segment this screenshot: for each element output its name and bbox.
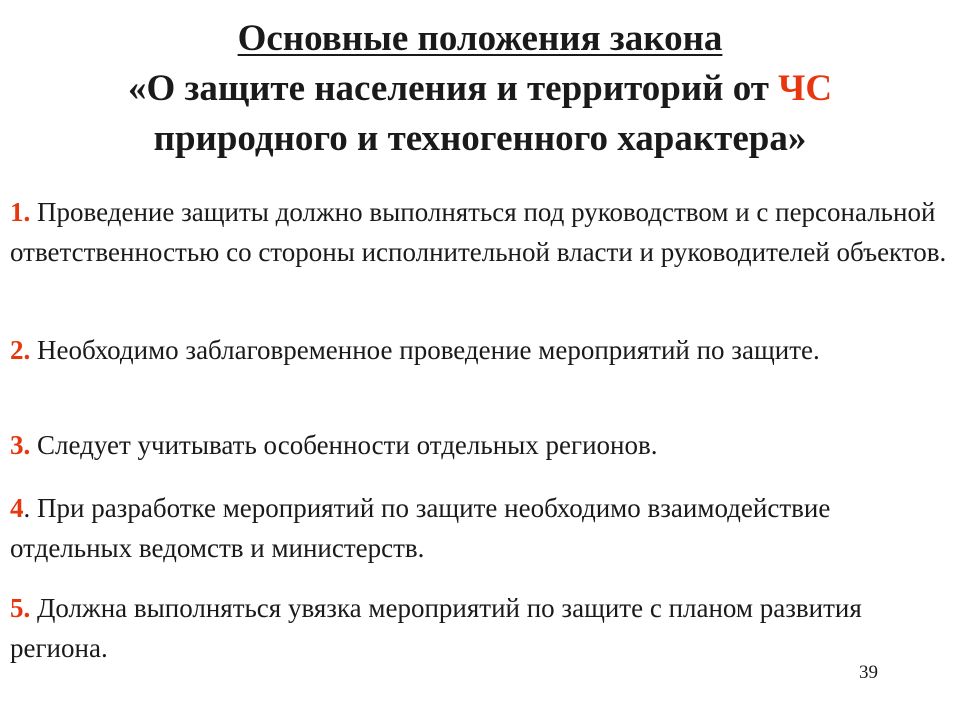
list-item — [10, 330, 950, 370]
item-text: Должна выполняться увязка мероприятий по защите с планом развития региона. — [10, 593, 862, 663]
list-item — [10, 588, 950, 668]
item-number-dot: . — [23, 430, 31, 460]
item-text: Следует учитывать особенности отдельных регионов. — [37, 430, 658, 460]
list-item — [10, 425, 950, 465]
item-number: 3 — [10, 430, 24, 460]
item-number: 5 — [10, 593, 24, 623]
title-accent-abbreviation: ЧС — [778, 68, 833, 109]
list-item — [10, 488, 950, 568]
item-number-dot: . — [23, 335, 31, 365]
item-number-dot: . — [23, 197, 31, 227]
item-number: 2 — [10, 335, 24, 365]
title-line-2 — [0, 64, 960, 114]
item-text: Проведение защиты должно выполняться под руководством и с персональной ответственностью со стороны исполнительной власти и руководителей объектов. — [10, 197, 947, 267]
item-number-dot: . — [23, 493, 31, 523]
title-law-name-start: «О защите населения и территорий от — [127, 68, 779, 109]
slide-title — [0, 14, 960, 164]
item-number-dot: . — [23, 593, 31, 623]
page-number: 39 — [859, 662, 878, 683]
item-text: При разработке мероприятий по защите необходимо взаимодействие отдельных ведомств и министерств. — [10, 493, 831, 563]
list-item — [10, 192, 950, 272]
title-heading: Основные положения закона — [237, 18, 723, 59]
title-line-1 — [0, 14, 960, 64]
item-number: 1 — [10, 197, 24, 227]
title-line-3: природного и техногенного характера» — [153, 118, 807, 159]
item-number: 4 — [10, 493, 24, 523]
item-text: Необходимо заблаговременное проведение мероприятий по защите. — [37, 335, 820, 365]
